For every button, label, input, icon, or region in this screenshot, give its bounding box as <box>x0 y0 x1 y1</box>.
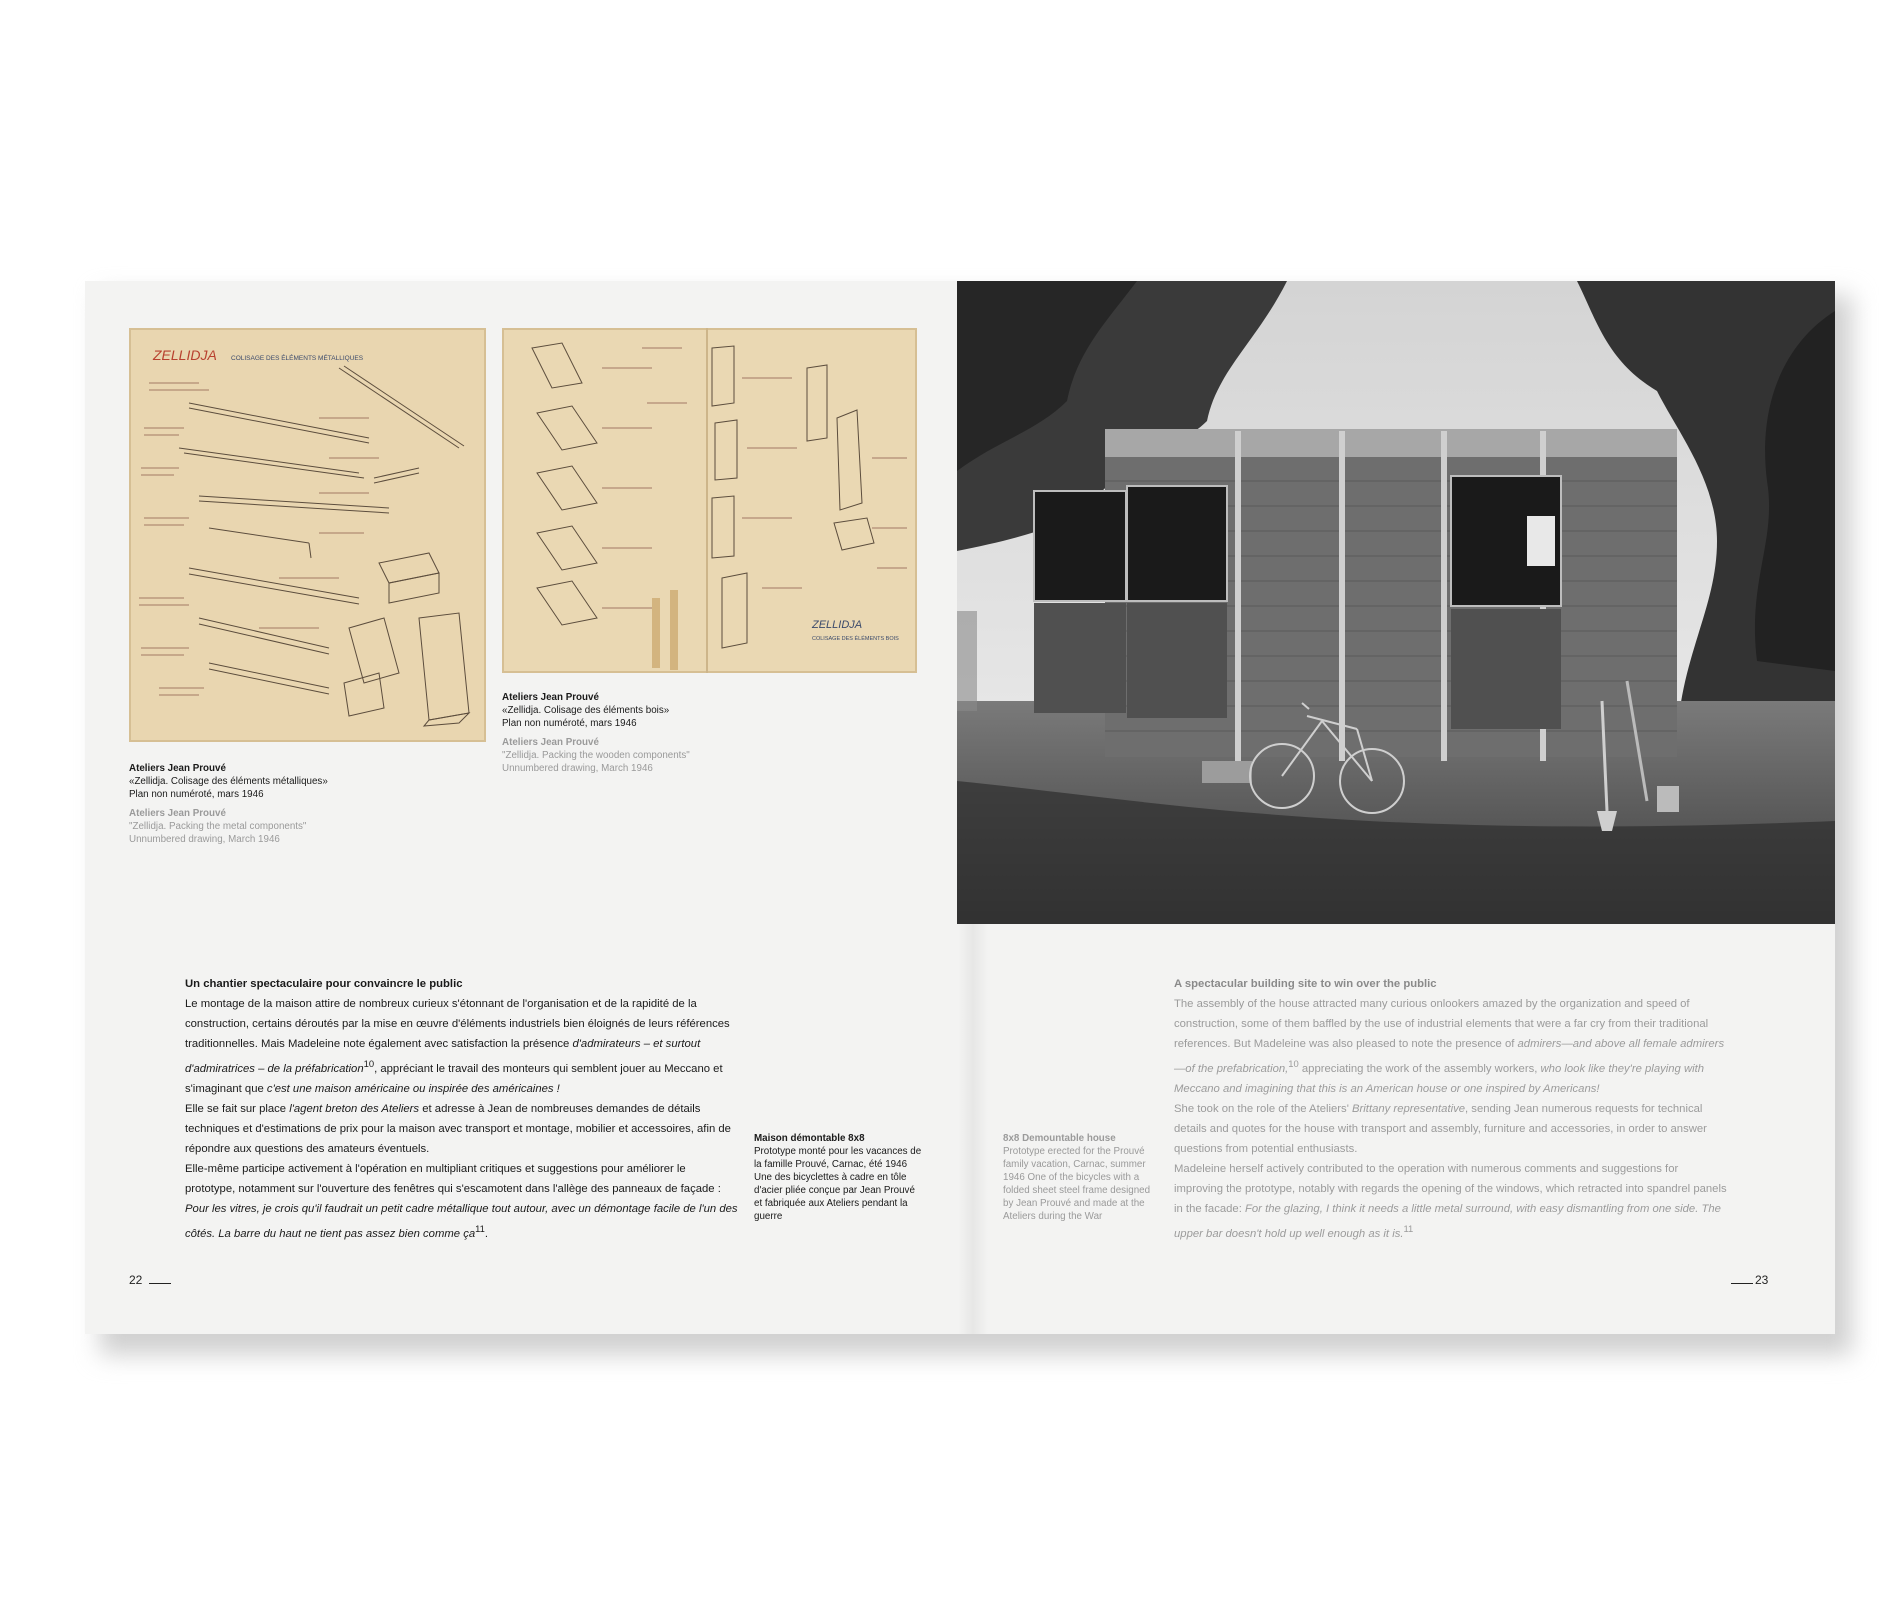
italic-run: Pour les vitres, je crois qu'il faudrait un petit cadre métallique tout autour, avec un démontage facile de l'un des côtés. La barre du haut ne tient pas assez bien comme ça <box>185 1202 738 1240</box>
caption-photo-title: 8x8 Demountable house <box>1003 1133 1116 1144</box>
text-run: Madeleine herself actively contributed to the operation with numerous comments and suggestions for improving the prototype, notably with regards the opening of the windows, which retracted into spandrel panels in the facade: <box>1174 1162 1727 1215</box>
footnote-ref: 11 <box>1403 1222 1414 1234</box>
footnote-ref: 10 <box>1288 1058 1299 1069</box>
sketch-subtitle-left: COLISAGE DES ÉLÉMENTS MÉTALLIQUES <box>231 355 364 362</box>
caption-photo-fr <box>754 1132 924 1223</box>
paragraph-1 <box>185 994 738 1099</box>
section-heading-fr: Un chantier spectaculaire pour convaincre le public <box>185 978 463 990</box>
caption-author-fr: Ateliers Jean Prouvé <box>129 763 226 774</box>
page-number-right: 23 <box>1755 1273 1769 1287</box>
text-run: , appréciant le travail des monteurs qui semblent jouer au Meccano et s'imaginant que <box>185 1062 723 1095</box>
italic-run: admirers—and above all female admirers—of the prefabrication, <box>1174 1038 1725 1075</box>
caption-photo-text: Prototype monté pour les vacances de la famille Prouvé, Carnac, été 1946 Une des bicyclettes à cadre en tôle d'acier pliée conçue par Jean Prouvé et fabriquée aux Ateliers pendant la guerre <box>754 1146 922 1222</box>
paragraph-1 <box>1174 994 1727 1099</box>
text-run: et adresse à Jean de nombreuses demandes de détails techniques et d'estimations de prix pour la maison avec transport et montage, mobilier et accessoires, afin de répondre aux questions des amateurs éventuels. <box>185 1102 731 1155</box>
caption-title-fr: «Zellidja. Colisage des éléments bois» <box>502 705 670 716</box>
italic-run: l'agent breton des Ateliers <box>289 1102 420 1115</box>
sketch-title-right: ZELLIDJA <box>812 619 863 631</box>
section-heading-en: A spectacular building site to win over the public <box>1174 978 1437 990</box>
paragraph-2 <box>1174 1099 1727 1159</box>
text-run: Elle se fait sur place <box>185 1102 290 1115</box>
footnote-ref: 10 <box>363 1058 375 1069</box>
caption-title-en: "Zellidja. Packing the metal components" <box>129 821 307 832</box>
text-run: appreciating the work of the assembly workers, <box>1298 1062 1541 1075</box>
caption-detail-en: Unnumbered drawing, March 1946 <box>129 834 280 845</box>
book-spread <box>85 281 1835 1334</box>
caption-author-fr: Ateliers Jean Prouvé <box>502 692 599 703</box>
italic-run: c'est une maison américaine ou inspirée des américaines ! <box>266 1082 560 1095</box>
caption-detail-en: Unnumbered drawing, March 1946 <box>502 763 653 774</box>
text-run: Elle-même participe activement à l'opération en multipliant critiques et suggestions pour améliorer le prototype, notamment sur l'ouverture des fenêtres qui s'escamotent dans l'allège des panneaux de façade : <box>185 1162 721 1195</box>
paragraph-3 <box>185 1159 738 1244</box>
caption-drawing-left <box>129 762 409 846</box>
caption-author-en: Ateliers Jean Prouvé <box>502 737 599 748</box>
caption-title-fr: «Zellidja. Colisage des éléments métalliques» <box>129 776 328 787</box>
caption-detail-fr: Plan non numéroté, mars 1946 <box>129 789 264 800</box>
page-number-rule-right <box>1731 1283 1753 1284</box>
caption-detail-fr: Plan non numéroté, mars 1946 <box>502 718 637 729</box>
text-run: , sending Jean numerous requests for technical details and quotes for the house with transport and assembly, furniture and accessories, in order to answer questions from potential enthusiasts. <box>1174 1102 1707 1155</box>
caption-drawing-right <box>502 691 782 775</box>
italic-run: Brittany representative <box>1352 1102 1466 1115</box>
page-number-rule-left <box>149 1283 171 1284</box>
caption-author-en: Ateliers Jean Prouvé <box>129 808 226 819</box>
drawing-wooden-components <box>502 328 917 673</box>
text-run: . <box>484 1227 489 1240</box>
paragraph-2 <box>185 1099 738 1159</box>
footnote-ref: 11 <box>475 1222 485 1234</box>
body-text-en <box>1174 974 1727 1244</box>
page-number-left: 22 <box>129 1273 143 1287</box>
paragraph-3 <box>1174 1159 1727 1244</box>
italic-run: For the glazing, I think it needs a little metal surround, with easy dismantling from one side. The upper bar doesn't hold up well enough as it is. <box>1174 1202 1721 1240</box>
sketch-title-left: ZELLIDJA <box>153 347 217 363</box>
caption-title-en: "Zellidja. Packing the wooden components" <box>502 750 690 761</box>
text-run: The assembly of the house attracted many curious onlookers amazed by the organization and speed of construction, some of them baffled by the use of industrial elements that were a far cry from their traditional references. But Madeleine was also pleased to note the presence of <box>1174 998 1709 1050</box>
caption-photo-text: Prototype erected for the Prouvé family vacation, Carnac, summer 1946 One of the bicycles with a folded sheet steel frame designed by Jean Prouvé and made at the Ateliers during the War <box>1003 1146 1151 1222</box>
caption-photo-en <box>1003 1132 1163 1223</box>
italic-run: d'admirateurs – et surtout d'admiratrices – de la préfabrication <box>185 1038 701 1075</box>
italic-run: who look like they're playing with Meccano and imagining that this is an American house or one inspired by Americans! <box>1174 1062 1705 1095</box>
caption-photo-title: Maison démontable 8x8 <box>754 1133 865 1144</box>
text-run: Le montage de la maison attire de nombreux curieux s'étonnant de l'organisation et de la rapidité de la construction, certains déroutés par la mise en œuvre d'éléments industriels bien éloignés de leurs références traditionnelles. Mais Madeleine note également avec satisfaction la présence <box>185 998 730 1050</box>
drawing-metal-components <box>129 328 486 742</box>
body-text-fr <box>185 974 738 1244</box>
sketch-subtitle-right: COLISAGE DES ÉLÉMENTS BOIS <box>812 636 899 642</box>
photo-demountable-house <box>957 281 1835 924</box>
text-run: She took on the role of the Ateliers' <box>1174 1102 1352 1115</box>
